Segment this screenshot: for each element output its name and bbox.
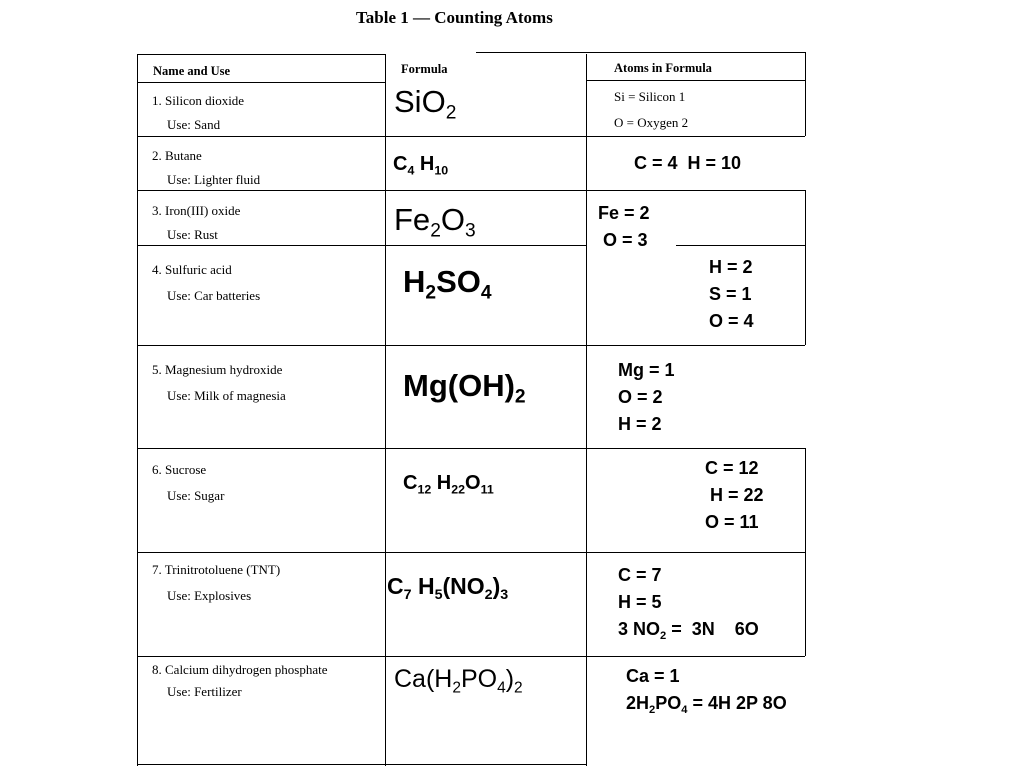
atom-count-line: O = 4 [709, 311, 754, 331]
atom-count-line: Fe = 2 [598, 203, 650, 223]
atom-count-line: 3 $NO_2 = 3N$ 6O [618, 619, 759, 642]
atom-count-line: Mg = 1 [618, 360, 675, 380]
row-6-atoms [705, 455, 764, 536]
atom-count-line: S = 1 [709, 284, 752, 304]
row-5-name: 5. Magnesium hydroxide Use: Milk of magnesia [152, 362, 286, 403]
row-1-formula: SiO$_2$ [394, 84, 457, 124]
row-7-atoms [618, 562, 759, 643]
header-formula: Formula [401, 62, 448, 76]
atom-count-line: O = 2 [618, 387, 663, 407]
atom-count-line: H = 2 [709, 257, 753, 277]
row-8-formula: $Ca(H_2PO_4)_2$ [394, 665, 523, 697]
row-4-atoms [709, 254, 754, 335]
row-5-formula: $Mg(OH)_2$ [403, 368, 526, 408]
header-name-and-use: Name and Use [153, 64, 231, 78]
atom-count-line: C = 7 [618, 565, 662, 585]
atom-count-line: H = 22 [705, 485, 764, 505]
row-4-name: 4. Sulfuric acid Use: Car batteries [152, 262, 261, 303]
row-8-atoms [626, 663, 787, 717]
row-7-formula: $C_7$ $H_5(NO_2)_3$ [387, 573, 509, 603]
atom-count-line: O = 3 [598, 230, 648, 250]
atom-count-line: C = 4 H = 10 [634, 153, 742, 173]
row-3-name: 3. Iron(III) oxide Use: Rust [152, 203, 241, 242]
row-8-name: 8. Calcium dihydrogen phosphate Use: Fertilizer [152, 662, 328, 699]
row-3-atoms [598, 200, 650, 254]
atom-count-line: H = 2 [618, 414, 662, 434]
atom-count-line: Ca = 1 [626, 666, 680, 686]
row-2-atoms [634, 150, 741, 177]
row-7-name: 7. Trinitrotoluene (TNT) Use: Explosives [152, 562, 281, 603]
row-4-formula: $H_2SO_4$ [403, 264, 492, 304]
row-1-name: 1. Silicon dioxide Use: Sand [152, 93, 245, 132]
atom-count-line: H = 5 [618, 592, 662, 612]
row-1-atoms: Si = Silicon 1 O = Oxygen 2 [614, 89, 689, 130]
atom-count-line: $2H_2PO_4 = 4H$ 2P 8O [626, 693, 787, 716]
atom-count-line: O = 11 [705, 512, 759, 532]
row-6-formula: $C_{12}$ $H_{22}O_{11}$ [403, 472, 494, 497]
atom-count-line: C = 12 [705, 458, 759, 478]
row-2-formula: $C_4$ $H_{10}$ [393, 153, 449, 178]
row-5-atoms [618, 357, 675, 438]
header-atoms: Atoms in Formula [614, 61, 712, 75]
row-6-name: 6. Sucrose Use: Sugar [152, 462, 225, 503]
row-2-name: 2. Butane Use: Lighter fluid [152, 148, 261, 187]
table-title: Table 1 — Counting Atoms [356, 8, 553, 27]
row-3-formula: $Fe_2O_3$ [394, 202, 476, 242]
